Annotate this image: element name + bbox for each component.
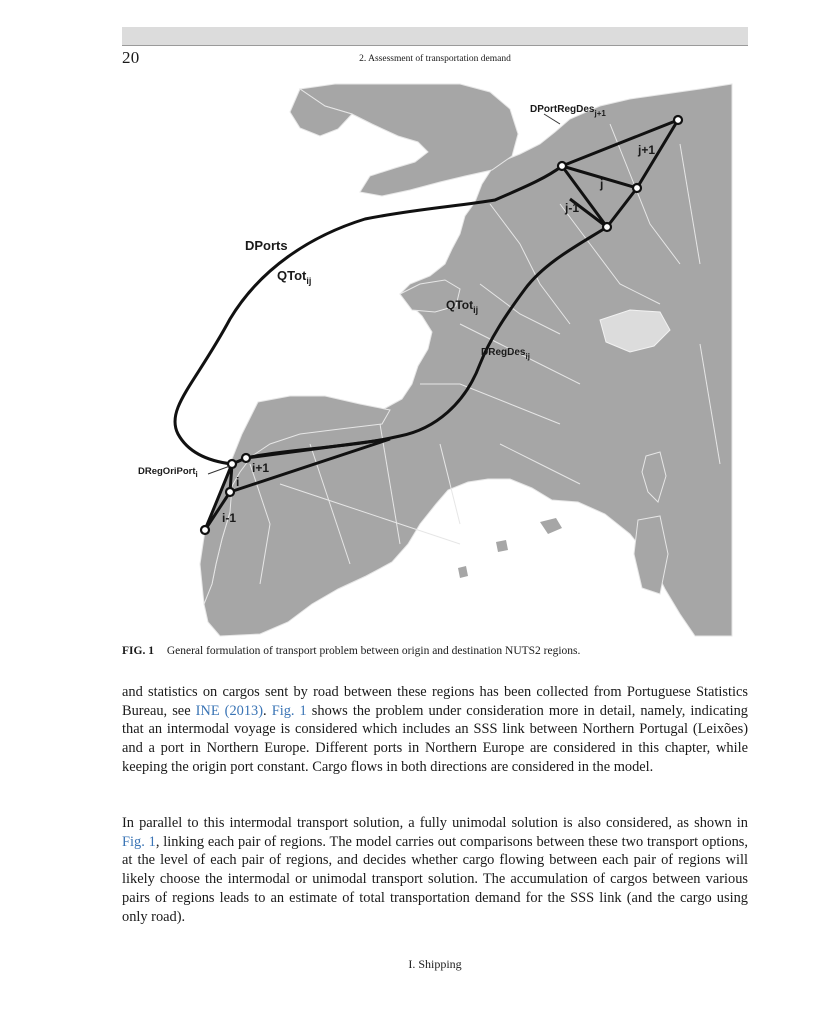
label-j-plus-1: j+1 [638,143,656,157]
figure-caption-text: General formulation of transport problem between origin and destination NUTS2 regions. [166,645,581,657]
label-i: i [236,475,240,489]
label-dports: DPorts [245,238,288,253]
label-j-minus-1: j-1 [565,201,580,215]
label-qtot-sea: QTot$_{ij}$ [277,268,312,286]
label-dregoriport: DRegOriPort$_i$ [138,466,198,479]
node-j-minus-1 [603,223,611,231]
label-dportregdes: DPortRegDes$_{j+1}$ [530,104,606,118]
body-paragraph-1: and statistics on cargos sent by road between these regions has been collected from Portuguese Statistics Bureau, see INE (2013). Fig. 1 shows the problem under consideration more in detail, namely, indicating that an intermodal voyage is considered which includes an SSS link between Northern Portugal (Leixões) and a port in Northern Europe. Different ports in Northern Europe are considered in this chapter, while keeping the origin port constant. Cargo flows in both directions are considered in the model. [122,684,748,775]
label-i-minus-1: i-1 [222,511,237,525]
figure-map [138,84,732,636]
node-i [226,488,234,496]
page-number: 20 [122,48,140,67]
header-band [122,27,748,45]
node-dportregdes [558,162,566,170]
body-paragraph-2: In parallel to this intermodal transport solution, a fully unimodal solution is also considered, as shown in Fig. 1, linking each pair of regions. The model carries out comparisons between these two transport options, at the level of each pair of regions, and decides whether cargo flowing between each pair of regions will likely choose the intermodal or unimodal transport solution. The accumulation of cargos between various pairs of regions leads to an estimate of total transportation demand for the SSS link (and the cargo using only road). [122,815,748,925]
running-head: 2. Assessment of transportation demand [359,54,511,64]
figure-link-fig-1[interactable]: Fig. 1 [271,702,307,719]
label-qtot-road: QTot$_{ij}$ [446,298,479,315]
node-j [633,184,641,192]
page-footer: I. Shipping [408,957,462,971]
figure-link-fig-1[interactable]: Fig. 1 [122,833,156,850]
node-i-minus-1 [201,526,209,534]
node-i-plus-1 [242,454,250,462]
figure-caption [122,645,748,657]
figure-label: FIG. 1 [122,645,154,657]
label-j: j [600,177,604,191]
label-i-plus-1: i+1 [252,461,270,475]
header-rule [122,45,748,46]
citation-link-ine-2013[interactable]: INE (2013) [195,702,264,719]
node-j-plus-1 [674,116,682,124]
label-dregdes: DRegDes$_{ij}$ [481,347,530,361]
